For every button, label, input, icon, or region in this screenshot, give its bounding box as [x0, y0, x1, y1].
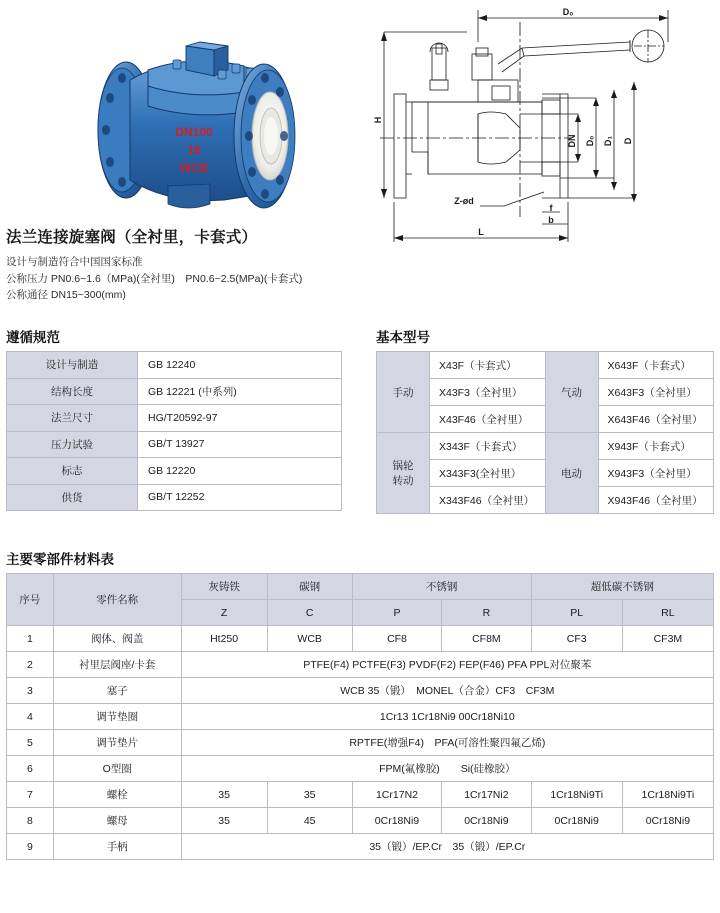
col-header-no: 序号	[7, 574, 54, 626]
row-cell: 45	[267, 808, 352, 834]
row-span-text: PTFE(F4) PCTFE(F3) PVDF(F2) FEP(F46) PFA PPL对位聚苯	[181, 652, 713, 678]
models-block	[376, 326, 714, 514]
row-name: O型圈	[53, 756, 181, 782]
models-table	[376, 351, 714, 514]
standard-key: 压力试验	[7, 431, 138, 458]
standard-value: GB 12221 (中系列)	[138, 378, 342, 405]
row-no: 8	[7, 808, 54, 834]
materials-table	[6, 573, 714, 860]
row-cell: CF3	[531, 626, 622, 652]
standards-heading: 遵循规范	[6, 330, 60, 345]
row-cell: 0Cr18Ni9	[622, 808, 713, 834]
col-code-z: Z	[181, 600, 267, 626]
row-span-text: WCB 35（锻） MONEL（合金）CF3 CF3M	[181, 678, 713, 704]
col-code-r: R	[442, 600, 531, 626]
table-row	[7, 834, 714, 860]
product-title-block	[6, 228, 366, 303]
row-cell: 1Cr18Ni9Ti	[531, 782, 622, 808]
standard-key: 标志	[7, 458, 138, 485]
row-cell: 35	[181, 808, 267, 834]
standard-key: 供货	[7, 484, 138, 511]
table-row	[7, 704, 714, 730]
table-row	[7, 405, 342, 432]
standards-block	[6, 326, 342, 511]
col-code-c: C	[267, 600, 352, 626]
model-value: X643F（卡套式）	[598, 352, 714, 379]
standard-value: HG/T20592-97	[138, 405, 342, 432]
model-value: X343F46（全衬里）	[430, 487, 546, 514]
standard-value: GB/T 12252	[138, 484, 342, 511]
table-row	[7, 782, 714, 808]
row-span-text: 35（锻）/EP.Cr 35（锻）/EP.Cr	[181, 834, 713, 860]
model-value: X343F3(全衬里）	[430, 460, 546, 487]
row-cell: 0Cr18Ni9	[531, 808, 622, 834]
col-group-stainless: 不锈钢	[352, 574, 531, 600]
row-name: 阀体、阀盖	[53, 626, 181, 652]
standard-key: 设计与制造	[7, 352, 138, 379]
dim-label-f: f	[549, 203, 553, 213]
row-name: 螺栓	[53, 782, 181, 808]
row-cell: WCB	[267, 626, 352, 652]
dim-label-b: b	[548, 215, 554, 225]
standard-key: 法兰尺寸	[7, 405, 138, 432]
table-row	[7, 808, 714, 834]
model-group-label-line2: 转动	[392, 475, 414, 487]
table-row	[7, 431, 342, 458]
col-group-cast-iron: 灰铸铁	[181, 574, 267, 600]
model-group-label-line1: 锅轮	[392, 460, 414, 472]
table-row	[377, 433, 714, 460]
standard-key: 结构长度	[7, 378, 138, 405]
model-group-label-pneumatic: 气动	[545, 352, 598, 433]
photo-marking-pn: 16	[187, 143, 201, 157]
row-cell: 1Cr18Ni9Ti	[622, 782, 713, 808]
table-row	[7, 626, 714, 652]
row-no: 9	[7, 834, 54, 860]
col-code-rl: RL	[622, 600, 713, 626]
model-group-label-worm	[377, 433, 430, 514]
row-no: 3	[7, 678, 54, 704]
model-group-label-electric: 电动	[545, 433, 598, 514]
technical-drawing	[372, 2, 716, 252]
model-value: X643F3（全衬里）	[598, 379, 714, 406]
col-code-p: P	[352, 600, 441, 626]
dim-label-h: H	[373, 116, 383, 124]
valve-illustration	[18, 8, 348, 228]
row-span-text: 1Cr13 1Cr18Ni9 00Cr18Ni10	[181, 704, 713, 730]
materials-block	[6, 548, 714, 860]
row-cell: CF8	[352, 626, 441, 652]
photo-marking-dn: DN100	[175, 125, 213, 139]
row-name: 衬里层阀座/卡套	[53, 652, 181, 678]
top-section	[0, 0, 720, 320]
row-no: 6	[7, 756, 54, 782]
model-group-label-manual: 手动	[377, 352, 430, 433]
product-line-1: 设计与制造符合中国国家标准	[6, 256, 143, 269]
table-row	[7, 756, 714, 782]
table-row	[7, 484, 342, 511]
row-cell: 35	[181, 782, 267, 808]
row-no: 7	[7, 782, 54, 808]
product-line-2: 公称压力 PN0.6~1.6（MPa)(全衬里) PN0.6~2.5(MPa)(卡套式)	[6, 272, 303, 285]
dim-label-do: D₀	[562, 7, 574, 17]
models-heading: 基本型号	[376, 330, 430, 345]
table-row	[7, 352, 342, 379]
row-name: 调节垫片	[53, 730, 181, 756]
table-row	[7, 678, 714, 704]
model-value: X43F46（全衬里）	[430, 406, 546, 433]
model-value: X943F3（全衬里）	[598, 460, 714, 487]
middle-section	[0, 326, 720, 538]
row-cell: CF8M	[442, 626, 531, 652]
product-line-3: 公称通径 DN15~300(mm)	[6, 288, 126, 301]
product-photo	[18, 8, 348, 228]
standard-value: GB/T 13927	[138, 431, 342, 458]
dim-label-d: D	[623, 137, 633, 145]
row-cell: 0Cr18Ni9	[352, 808, 441, 834]
standard-value: GB 12220	[138, 458, 342, 485]
table-row	[7, 652, 714, 678]
col-group-carbon-steel: 碳钢	[267, 574, 352, 600]
dim-label-zod: Z-ød	[454, 196, 474, 206]
row-name: 塞子	[53, 678, 181, 704]
standard-value: GB 12240	[138, 352, 342, 379]
table-row	[7, 730, 714, 756]
row-no: 4	[7, 704, 54, 730]
row-cell: CF3M	[622, 626, 713, 652]
row-name: 手柄	[53, 834, 181, 860]
page-title: 法兰连接旋塞阀（全衬里，卡套式）	[6, 229, 258, 246]
table-row	[7, 378, 342, 405]
row-no: 5	[7, 730, 54, 756]
dim-label-d1: D₁	[603, 135, 613, 147]
table-header-row	[7, 574, 714, 600]
row-name: 调节垫圈	[53, 704, 181, 730]
row-span-text: RPTFE(增强F4) PFA(可溶性聚四氟乙烯)	[181, 730, 713, 756]
model-value: X943F（卡套式）	[598, 433, 714, 460]
row-cell: 1Cr17N2	[352, 782, 441, 808]
dim-label-dn: DN	[567, 134, 577, 148]
model-value: X43F（卡套式）	[430, 352, 546, 379]
dim-label-d0: D₀	[585, 135, 595, 147]
row-cell: 1Cr17Ni2	[442, 782, 531, 808]
model-value: X343F（卡套式）	[430, 433, 546, 460]
model-value: X643F46（全衬里）	[598, 406, 714, 433]
col-group-low-carbon-stainless: 超低碳不锈钢	[531, 574, 713, 600]
photo-marking-mat: WCB	[179, 161, 209, 175]
dimension-drawing	[372, 2, 716, 252]
row-cell: Ht250	[181, 626, 267, 652]
row-name: 螺母	[53, 808, 181, 834]
row-span-text: FPM(氟橡胶) Si(硅橡胶）	[181, 756, 713, 782]
col-code-pl: PL	[531, 600, 622, 626]
table-row	[377, 352, 714, 379]
table-row	[7, 458, 342, 485]
row-no: 1	[7, 626, 54, 652]
model-value: X943F46（全衬里）	[598, 487, 714, 514]
model-value: X43F3（全衬里）	[430, 379, 546, 406]
row-no: 2	[7, 652, 54, 678]
materials-heading: 主要零部件材料表	[6, 552, 114, 567]
col-header-name: 零件名称	[53, 574, 181, 626]
dim-label-l: L	[478, 227, 484, 237]
standards-table	[6, 351, 342, 511]
row-cell: 0Cr18Ni9	[442, 808, 531, 834]
row-cell: 35	[267, 782, 352, 808]
